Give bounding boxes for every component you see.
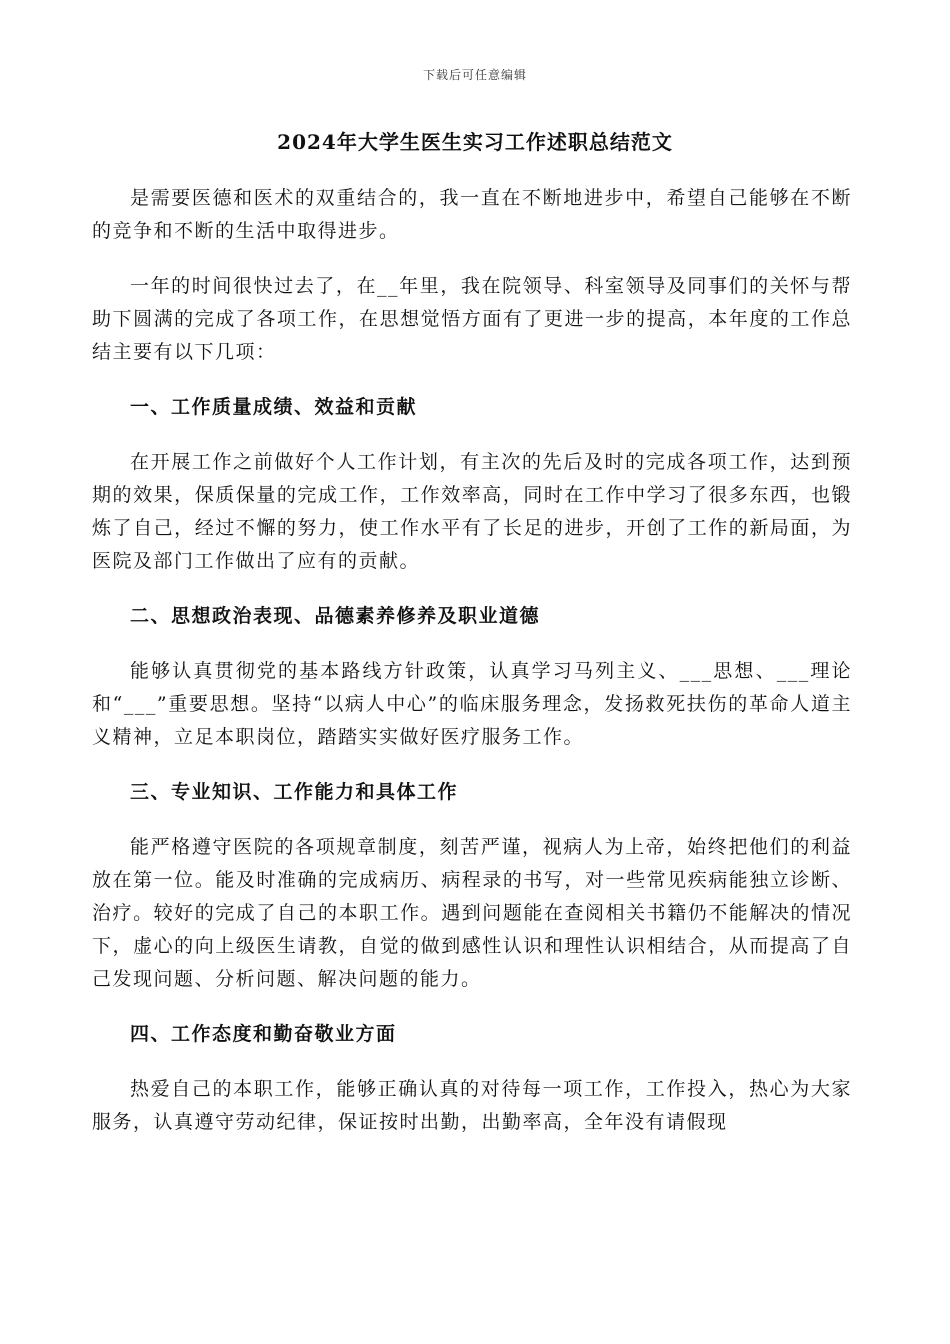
- section-heading-3: 三、专业知识、工作能力和具体工作: [130, 781, 459, 803]
- section-heading-2: 二、思想政治表现、品德素养修养及职业道德: [130, 605, 541, 627]
- section-heading-4: 四、工作态度和勤奋敬业方面: [130, 1023, 397, 1045]
- paragraph-intro: 是需要医德和医术的双重结合的，我一直在不断地进步中，希望自己能够在不断的竞争和不断的生活中取得进步。: [92, 187, 852, 242]
- paragraph-section-4: 热爱自己的本职工作，能够正确认真的对待每一项工作，工作投入，热心为大家服务，认真遵守劳动纪律，保证按时出勤，出勤率高，全年没有请假现: [92, 1078, 852, 1133]
- document-title: 2024年大学生医生实习工作述职总结范文: [277, 130, 673, 154]
- paragraph-section-1: 在开展工作之前做好个人工作计划，有主次的先后及时的完成各项工作，达到预期的效果，保质保量的完成工作，工作效率高，同时在工作中学习了很多东西，也锻炼了自己，经过不懈的努力，使工作水平有了长足的进步，开创了工作的新局面，为医院及部门工作做出了应有的贡献。: [92, 451, 852, 572]
- paragraph-section-3: 能严格遵守医院的各项规章制度，刻苦严谨，视病人为上帝，始终把他们的利益放在第一位。能及时准确的完成病历、病程录的书写，对一些常见疾病能独立诊断、治疗。较好的完成了自己的本职工作。遇到问题能在查阅相关书籍仍不能解决的情况下，虚心的向上级医生请教，自觉的做到感性认识和理性认识相结合，从而提高了自己发现问题、分析问题、解决问题的能力。: [92, 836, 852, 990]
- paragraph-section-2: 能够认真贯彻党的基本路线方针政策，认真学习马列主义、___思想、___理论和“___”重要思想。坚持“以病人中心”的临床服务理念，发扬救死扶伤的革命人道主义精神，立足本职岗位，踏踏实实做好医疗服务工作。: [92, 660, 852, 748]
- paragraph-summary: 一年的时间很快过去了，在__年里，我在院领导、科室领导及同事们的关怀与帮助下圆满的完成了各项工作，在思想觉悟方面有了更进一步的提高，本年度的工作总结主要有以下几项：: [92, 275, 852, 363]
- header-note: 下载后可任意编辑: [422, 68, 527, 82]
- section-heading-1: 一、工作质量成绩、效益和贡献: [130, 396, 418, 418]
- document-body: [92, 182, 852, 1161]
